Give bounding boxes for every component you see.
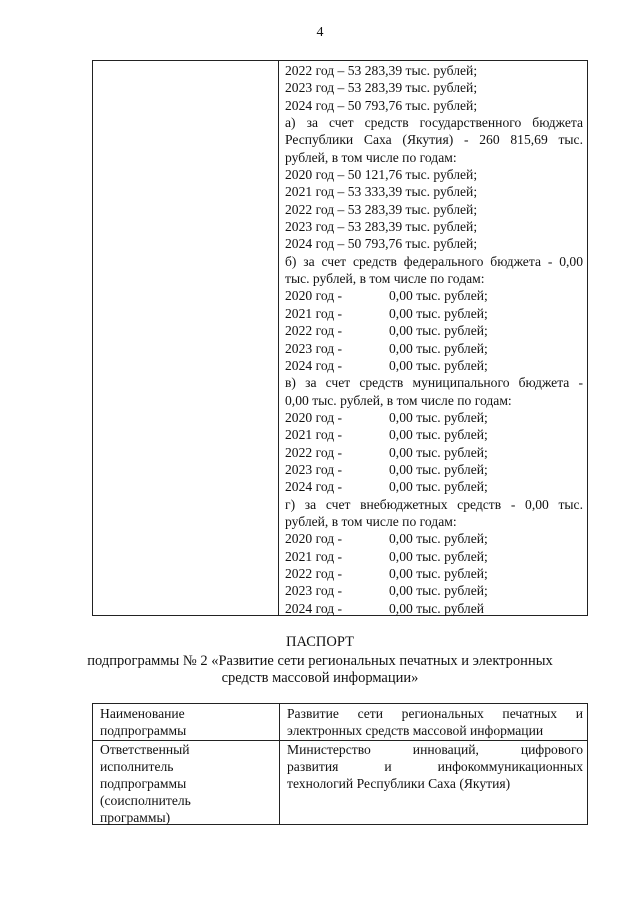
year-label: 2020 год -: [285, 288, 343, 304]
text-line: 2022 год – 53 283,39 тыс. рублей;: [285, 201, 478, 217]
text-line: 2024 год – 50 793,76 тыс. рублей;: [285, 97, 478, 113]
passport-heading: ПАСПОРТ: [286, 634, 354, 650]
text-line: Ответственный: [100, 742, 190, 757]
year-label: 2024 год -: [285, 479, 343, 495]
text-line: [285, 461, 583, 478]
amount-value: 0,00 тыс. рублей;: [389, 340, 488, 356]
text-line: Министерство инноваций, цифрового: [287, 742, 583, 757]
text-line: 2020 год – 50 121,76 тыс. рублей;: [285, 167, 478, 183]
row-executor-value: [287, 741, 583, 792]
text-line: рублей, в том числе по годам:: [285, 513, 457, 529]
year-label: 2024 год -: [285, 357, 343, 373]
text-line: технологий Республики Саха (Якутия): [287, 776, 511, 791]
year-label: 2022 год -: [285, 323, 343, 339]
year-label: 2021 год -: [285, 427, 343, 443]
passport-subtitle-line-1: подпрограммы № 2 «Развитие сети региональных печатных и электронных: [87, 653, 553, 669]
text-line: [285, 357, 583, 374]
row-name-value: [287, 705, 583, 739]
text-line: [285, 444, 583, 461]
text-line: подпрограммы: [100, 776, 187, 791]
amount-value: 0,00 тыс. рублей;: [389, 427, 488, 443]
text-line: [285, 565, 583, 582]
text-line: Республики Саха (Якутия) - 260 815,69 тыс.: [285, 132, 583, 148]
year-label: 2022 год -: [285, 565, 343, 581]
text-line: [285, 340, 583, 357]
text-line: развития и инфокоммуникационных: [287, 759, 583, 774]
table-column-divider: [279, 704, 280, 824]
year-label: 2023 год -: [285, 340, 343, 356]
row-executor-label: [100, 741, 272, 826]
text-line: 0,00 тыс. рублей, в том числе по годам:: [285, 392, 512, 408]
year-label: 2020 год -: [285, 409, 343, 425]
page-number: 4: [316, 25, 324, 40]
amount-value: 0,00 тыс. рублей;: [389, 444, 488, 460]
text-line: г) за счет внебюджетных средств - 0,00 тыс.: [285, 496, 583, 512]
amount-value: 0,00 тыс. рублей;: [389, 531, 488, 547]
year-label: 2021 год -: [285, 305, 343, 321]
amount-value: 0,00 тыс. рублей;: [389, 288, 488, 304]
text-line: Наименование: [100, 706, 185, 721]
text-line: в) за счет средств муниципального бюджета -: [285, 375, 583, 391]
text-line: тыс. рублей, в том числе по годам:: [285, 271, 485, 287]
amount-value: 0,00 тыс. рублей;: [389, 583, 488, 599]
amount-value: 0,00 тыс. рублей;: [389, 548, 488, 564]
amount-value: 0,00 тыс. рублей;: [389, 409, 488, 425]
amount-value: 0,00 тыс. рублей;: [389, 479, 488, 495]
text-line: рублей, в том числе по годам:: [285, 149, 457, 165]
text-line: 2022 год – 53 283,39 тыс. рублей;: [285, 63, 478, 78]
text-line: 2024 год – 50 793,76 тыс. рублей;: [285, 236, 478, 252]
passport-table: [92, 703, 588, 825]
year-label: 2020 год -: [285, 531, 343, 547]
text-line: [285, 548, 583, 565]
amount-value: 0,00 тыс. рублей;: [389, 323, 488, 339]
year-label: 2024 год -: [285, 600, 343, 616]
amount-value: 0,00 тыс. рублей: [389, 600, 484, 616]
year-label: 2022 год -: [285, 444, 343, 460]
amount-value: 0,00 тыс. рублей;: [389, 461, 488, 477]
amount-value: 0,00 тыс. рублей;: [389, 357, 488, 373]
text-line: [285, 322, 583, 339]
text-line: 2023 год – 53 283,39 тыс. рублей;: [285, 219, 478, 235]
text-line: 2023 год – 53 283,39 тыс. рублей;: [285, 80, 478, 96]
funding-table: [92, 60, 588, 616]
text-line: а) за счет средств государственного бюджета: [285, 115, 583, 131]
text-line: б) за счет средств федерального бюджета - 0,00: [285, 253, 583, 269]
year-label: 2023 год -: [285, 583, 343, 599]
text-line: исполнитель: [100, 759, 174, 774]
text-line: программы): [100, 810, 171, 825]
text-line: Развитие сети региональных печатных и: [287, 706, 583, 721]
text-line: электронных средств массовой информации: [287, 723, 544, 738]
text-line: подпрограммы: [100, 723, 187, 738]
amount-value: 0,00 тыс. рублей;: [389, 565, 488, 581]
year-label: 2021 год -: [285, 548, 343, 564]
text-line: [285, 600, 583, 617]
text-line: [285, 409, 583, 426]
text-line: 2021 год – 53 333,39 тыс. рублей;: [285, 184, 478, 200]
text-line: [285, 426, 583, 443]
text-line: [285, 530, 583, 547]
table-column-divider: [278, 61, 279, 615]
text-line: (соисполнитель: [100, 793, 191, 808]
text-line: [285, 305, 583, 322]
passport-subtitle-line-2: средств массовой информации»: [221, 670, 419, 686]
row-name-label: [100, 705, 272, 739]
year-label: 2023 год -: [285, 461, 343, 477]
amount-value: 0,00 тыс. рублей;: [389, 305, 488, 321]
text-line: [285, 287, 583, 304]
text-line: [285, 478, 583, 495]
text-line: [285, 582, 583, 599]
funding-cell: [285, 62, 583, 617]
